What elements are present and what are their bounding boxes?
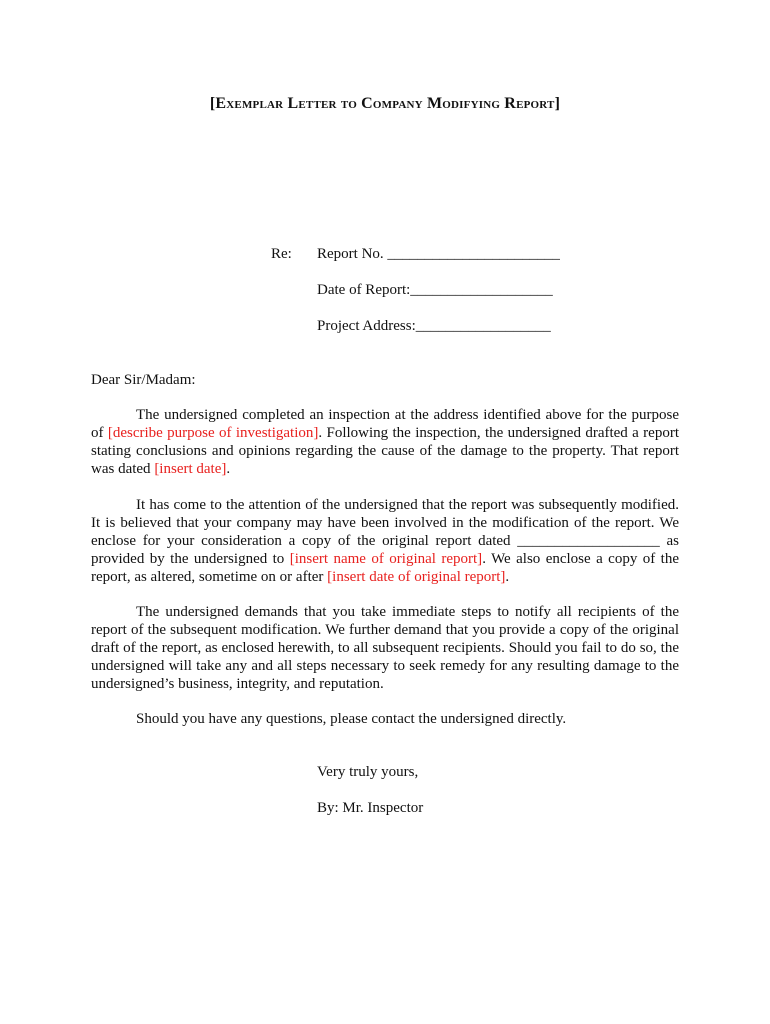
paragraph-1 — [91, 406, 679, 478]
report-number-line: Report No. _______________________ — [317, 246, 560, 262]
placeholder-original-report-date: [insert date of original report] — [327, 569, 506, 585]
letter-title: [Exemplar Letter to Company Modifying Report] — [209, 95, 561, 112]
salutation: Dear Sir/Madam: — [91, 372, 196, 388]
paragraph-1-text-a: The undersigned completed an inspection at the address identified above for the purpose of — [91, 407, 679, 441]
project-address-line: Project Address:__________________ — [317, 318, 551, 334]
paragraph-2 — [91, 496, 679, 586]
placeholder-purpose: [describe purpose of investigation] — [107, 425, 319, 441]
placeholder-date: [insert date] — [154, 461, 227, 477]
paragraph-2-text-a: It has come to the attention of the undersigned that the report was subsequently modified. It is believed that your company may have been involved in the modification of the report. We enclose for your consideration a copy of the original report dated ___________________ as provided by the undersigned to — [91, 497, 679, 567]
re-label: Re: — [271, 246, 292, 262]
placeholder-original-report-name: [insert name of original report] — [289, 551, 483, 567]
paragraph-4: Should you have any questions, please contact the undersigned directly. — [136, 711, 567, 727]
paragraph-2-text-b: . We also enclose a copy of the report, as altered, sometime on or after — [91, 551, 679, 585]
paragraph-2-text-c: . — [505, 569, 510, 585]
paragraph-1-text-b: . Following the inspection, the undersigned drafted a report stating conclusions and opinions regarding the cause of the damage to the property. That report was dated — [91, 425, 679, 477]
paragraph-3: The undersigned demands that you take immediate steps to notify all recipients of the report of the subsequent modification. We further demand that you provide a copy of the original draft of the report, as enclosed herewith, to all subsequent recipients. Should you fail to do so, the undersigned will take any and all steps necessary to seek remedy for any resulting damage to the undersigned’s business, integrity, and reputation. — [91, 604, 679, 692]
paragraph-1-text-c: . — [226, 461, 231, 477]
report-date-line: Date of Report:___________________ — [317, 282, 553, 298]
signature-line: By: Mr. Inspector — [317, 800, 424, 816]
closing: Very truly yours, — [317, 764, 419, 780]
